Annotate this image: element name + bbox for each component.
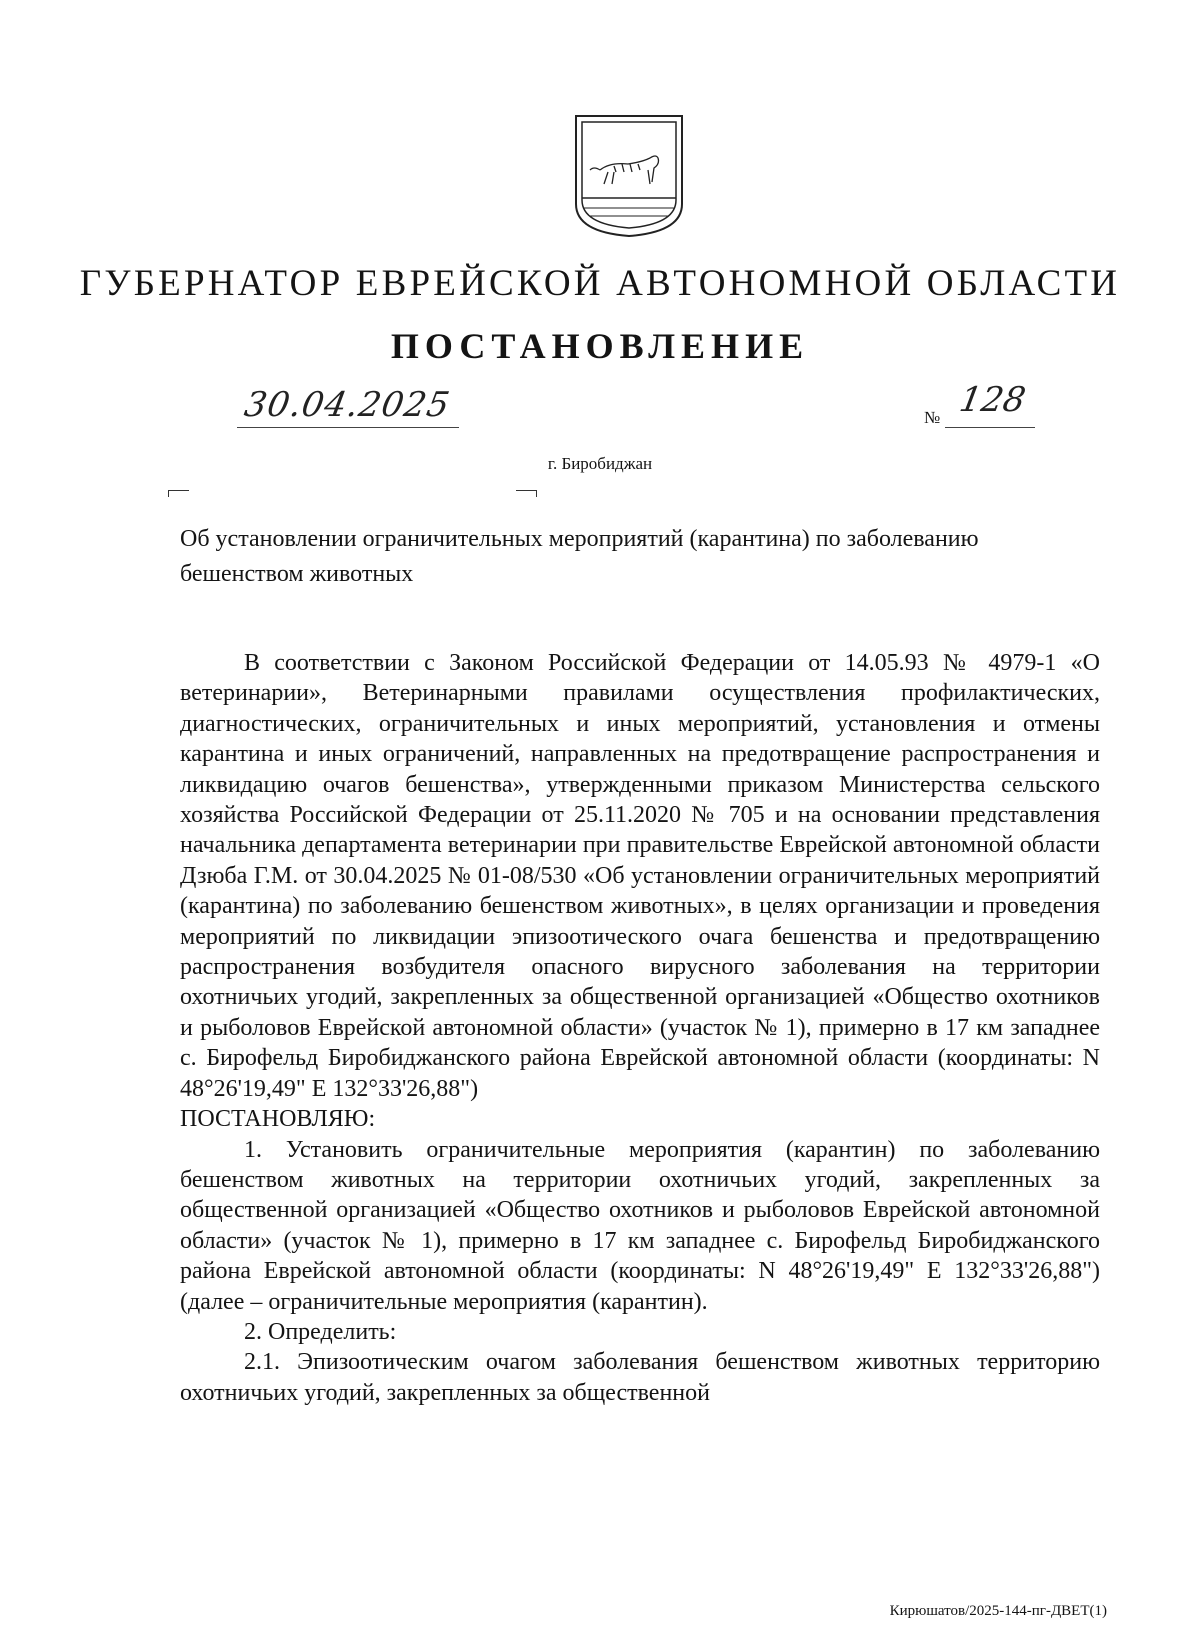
- document-body: [180, 648, 1100, 1408]
- city-name: г. Биробиджан: [547, 454, 653, 473]
- item-2-paragraph: 2. Определить:: [244, 1318, 397, 1345]
- subject-corner-left: [168, 490, 189, 497]
- number-sign: №: [924, 408, 941, 427]
- item-2-1-paragraph: 2.1. Эпизоотическим очагом заболевания бешенством животных территорию охотничьих угодий, закрепленных за общественной: [180, 1349, 1100, 1406]
- coat-of-arms-emblem: [570, 112, 688, 240]
- issuing-authority: ГУБЕРНАТОР ЕВРЕЙСКОЙ АВТОНОМНОЙ ОБЛАСТИ: [79, 263, 1121, 304]
- document-kind-title: ПОСТАНОВЛЕНИЕ: [390, 326, 810, 366]
- number-underline: [945, 427, 1035, 428]
- decree-word: ПОСТАНОВЛЯЮ:: [180, 1106, 376, 1133]
- document-registration-code: Кирюшатов/2025-144-пг-ДВЕТ(1): [889, 1603, 1107, 1619]
- document-subject: Об установлении ограничительных мероприятий (карантина) по заболеванию бешенством животных: [180, 526, 979, 587]
- date-handwritten: 30.04.2025: [241, 385, 454, 425]
- subject-corner-right: [516, 490, 537, 497]
- preamble-paragraph: В соответствии с Законом Российской Федерации от 14.05.93 № 4979-1 «О ветеринарии», Ветеринарными правилами осуществления профилактических, диагностических, ограничительных и иных мероприятий, установления и отмены карантина и иных ограничений, направленных на предотвращение распространения и ликвидацию очагов бешенства», утвержденными приказом Министерства сельского хозяйства Российской Федерации от 25.11.2020 № 705 и на основании представления начальника департамента ветеринарии при правительстве Еврейской автономной области Дзюба Г.М. от 30.04.2025 № 01-08/530 «Об установлении ограничительных мероприятий (карантина) по заболеванию бешенством животных», в целях организации и проведения мероприятий по ликвидации эпизоотического очага бешенства и предотвращению распространения возбудителя опасного вирусного заболевания на территории охотничьих угодий, закрепленных за общественной организацией «Общество охотников и рыболовов Еврейской автономной области» (участок № 1), примерно в 17 км западнее с. Бирофельд Биробиджанского района Еврейской автономной области (координаты: N 48°26'19,49" E 132°33'26,88"): [180, 650, 1100, 1102]
- date-underline: [237, 427, 459, 428]
- number-handwritten: 128: [956, 380, 1029, 420]
- tiger-icon: [590, 156, 659, 184]
- item-1-paragraph: 1. Установить ограничительные мероприятия (карантин) по заболеванию бешенством животных на территории охотничьих угодий, закрепленных за общественной организацией «Общество охотников и рыболовов Еврейской автономной области» (участок № 1), примерно в 17 км западнее с. Бирофельд Биробиджанского района Еврейской автономной области (координаты: N 48°26'19,49" E 132°33'26,88") (далее – ограничительные мероприятия (карантин).: [180, 1136, 1100, 1315]
